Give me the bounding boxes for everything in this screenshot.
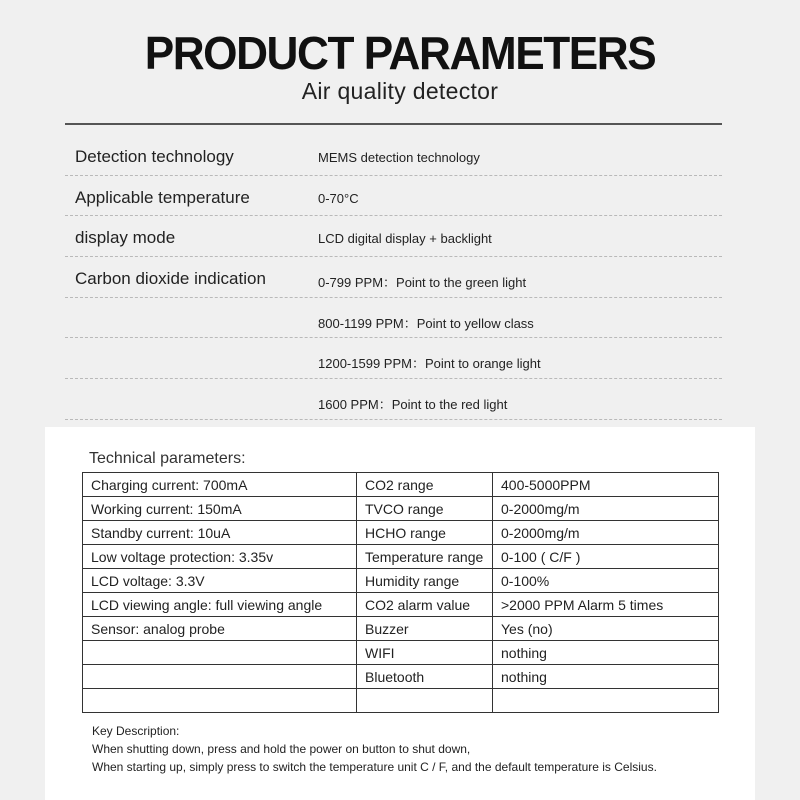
table-cell: >2000 PPM Alarm 5 times (493, 593, 719, 617)
table-row (83, 665, 719, 689)
table-cell: LCD viewing angle: full viewing angle (83, 593, 357, 617)
param-row (65, 216, 722, 257)
param-row (65, 135, 722, 176)
table-cell: Humidity range (357, 569, 493, 593)
table-row (83, 593, 719, 617)
table-cell: 400-5000PPM (493, 473, 719, 497)
table-cell: nothing (493, 641, 719, 665)
page-subtitle: Air quality detector (301, 78, 499, 104)
table-row (83, 617, 719, 641)
technical-panel (45, 427, 755, 800)
param-row (65, 379, 722, 420)
table-cell: Bluetooth (357, 665, 493, 689)
table-cell: Working current: 150mA (83, 497, 357, 521)
table-row (83, 641, 719, 665)
param-label: Carbon dioxide indication (75, 269, 266, 289)
technical-table (82, 472, 719, 713)
table-cell: Standby current: 10uA (83, 521, 357, 545)
param-label: Detection technology (75, 147, 234, 166)
table-cell (357, 689, 493, 713)
param-row (65, 298, 722, 339)
table-cell: 0-2000mg/m (493, 521, 719, 545)
table-cell: Temperature range (357, 545, 493, 569)
key-description-line: When starting up, simply press to switch the temperature unit C / F, and the default temperature is Celsius. (92, 760, 657, 774)
param-label: display mode (75, 228, 176, 248)
page-title: PRODUCT PARAMETERS (144, 27, 656, 79)
table-cell: HCHO range (357, 521, 493, 545)
table-cell: Low voltage protection: 3.35v (83, 545, 357, 569)
table-cell (83, 665, 357, 689)
table-cell: CO2 alarm value (357, 593, 493, 617)
key-description (92, 722, 657, 776)
table-cell: Charging current: 700mA (83, 473, 357, 497)
param-row (65, 257, 722, 298)
table-cell: TVCO range (357, 497, 493, 521)
param-row (65, 338, 722, 379)
param-value: 800-1199 PPM：Point to yellow class (318, 315, 534, 331)
table-cell (83, 689, 357, 713)
table-cell: WIFI (357, 641, 493, 665)
table-cell: Sensor: analog probe (83, 617, 357, 641)
param-value: 1200-1599 PPM：Point to orange light (318, 356, 541, 372)
table-row (83, 689, 719, 713)
product-parameters-list (65, 135, 722, 420)
table-cell (83, 641, 357, 665)
header-divider (65, 123, 722, 125)
key-description-line: When shutting down, press and hold the power on button to shut down, (92, 742, 471, 756)
table-row (83, 569, 719, 593)
table-row (83, 521, 719, 545)
param-value: LCD digital display + backlight (318, 231, 492, 247)
param-row (65, 176, 722, 217)
table-cell (493, 689, 719, 713)
technical-title: Technical parameters: (89, 450, 246, 467)
table-row (83, 473, 719, 497)
table-row (83, 545, 719, 569)
param-value: 0-799 PPM：Point to the green light (318, 275, 527, 291)
table-cell: 0-2000mg/m (493, 497, 719, 521)
table-cell: Yes (no) (493, 617, 719, 641)
key-description-title: Key Description: (92, 724, 180, 738)
param-value: 1600 PPM：Point to the red light (318, 397, 508, 413)
param-value: MEMS detection technology (318, 150, 480, 165)
param-label: Applicable temperature (75, 187, 250, 207)
param-value: 0-70°C (318, 190, 359, 206)
table-row (83, 497, 719, 521)
table-cell: CO2 range (357, 473, 493, 497)
table-cell: Buzzer (357, 617, 493, 641)
table-cell: 0-100% (493, 569, 719, 593)
table-cell: 0-100 ( C/F ) (493, 545, 719, 569)
table-cell: LCD voltage: 3.3V (83, 569, 357, 593)
table-cell: nothing (493, 665, 719, 689)
